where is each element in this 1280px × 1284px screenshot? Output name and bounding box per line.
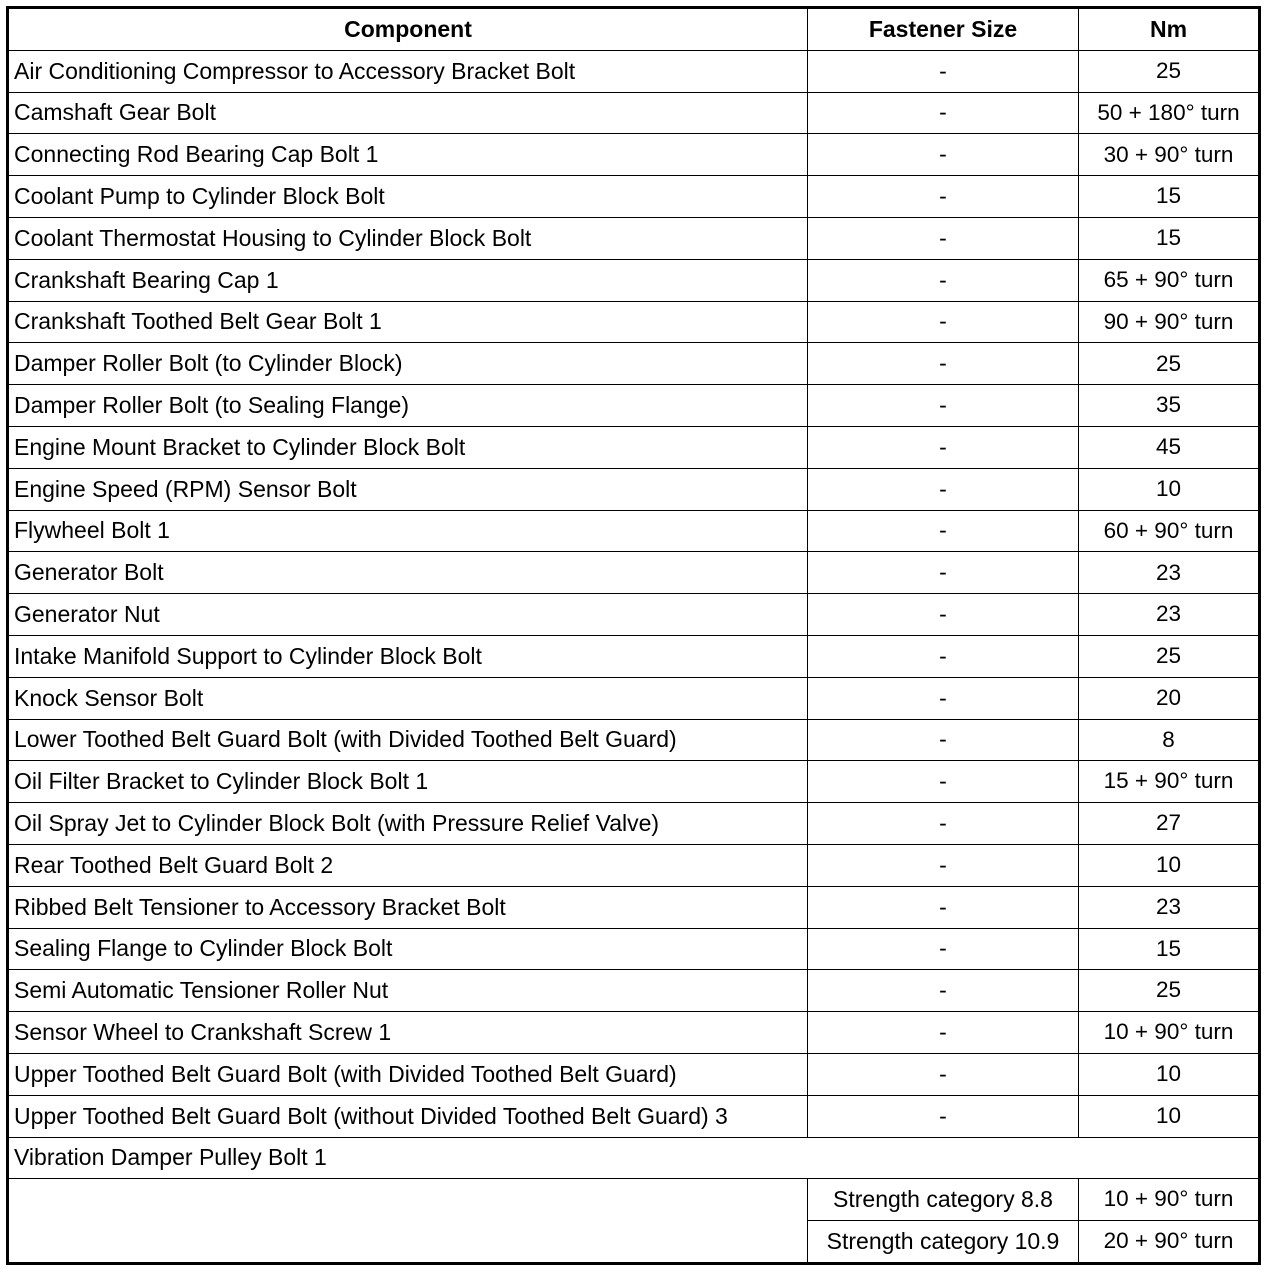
table-row — [8, 594, 1260, 636]
table-row — [8, 426, 1260, 468]
torque-value-cell: 23 — [1079, 594, 1260, 636]
torque-value-cell: 10 + 90° turn — [1079, 1012, 1260, 1054]
fastener-size-cell: - — [808, 301, 1079, 343]
header-row — [8, 8, 1260, 51]
torque-value-cell: 10 — [1079, 844, 1260, 886]
table-row — [8, 50, 1260, 92]
component-cell: Lower Toothed Belt Guard Bolt (with Divided Toothed Belt Guard) — [8, 719, 808, 761]
component-cell: Crankshaft Toothed Belt Gear Bolt 1 — [8, 301, 808, 343]
fastener-size-cell: - — [808, 259, 1079, 301]
component-cell: Ribbed Belt Tensioner to Accessory Bracket Bolt — [8, 886, 808, 928]
table-row — [8, 385, 1260, 427]
component-cell: Oil Filter Bracket to Cylinder Block Bolt 1 — [8, 761, 808, 803]
torque-value-cell: 20 + 90° turn — [1079, 1221, 1260, 1264]
component-cell: Coolant Pump to Cylinder Block Bolt — [8, 176, 808, 218]
nm-header: Nm — [1079, 8, 1260, 51]
table-row — [8, 761, 1260, 803]
fastener-size-cell: - — [808, 468, 1079, 510]
table-row — [8, 970, 1260, 1012]
torque-value-cell: 10 + 90° turn — [1079, 1179, 1260, 1221]
component-cell: Crankshaft Bearing Cap 1 — [8, 259, 808, 301]
torque-value-cell: 45 — [1079, 426, 1260, 468]
table-row — [8, 92, 1260, 134]
table-row — [8, 635, 1260, 677]
table-row — [8, 803, 1260, 845]
fastener-size-cell: - — [808, 761, 1079, 803]
fastener-size-cell: - — [808, 1053, 1079, 1095]
fastener-size-cell: - — [808, 385, 1079, 427]
component-cell: Upper Toothed Belt Guard Bolt (without Divided Toothed Belt Guard) 3 — [8, 1095, 808, 1137]
torque-value-cell: 65 + 90° turn — [1079, 259, 1260, 301]
torque-value-cell: 60 + 90° turn — [1079, 510, 1260, 552]
table-row — [8, 1012, 1260, 1054]
torque-value-cell: 35 — [1079, 385, 1260, 427]
table-row — [8, 886, 1260, 928]
table-row — [8, 217, 1260, 259]
component-cell: Flywheel Bolt 1 — [8, 510, 808, 552]
table-row — [8, 510, 1260, 552]
table-row — [8, 844, 1260, 886]
component-cell: Damper Roller Bolt (to Sealing Flange) — [8, 385, 808, 427]
component-cell: Intake Manifold Support to Cylinder Block Bolt — [8, 635, 808, 677]
component-cell: Semi Automatic Tensioner Roller Nut — [8, 970, 808, 1012]
table-row — [8, 1095, 1260, 1137]
table-row — [8, 552, 1260, 594]
strength-category-cell: Strength category 10.9 — [808, 1221, 1079, 1264]
torque-spec-table — [6, 6, 1261, 1265]
fastener-size-cell: - — [808, 635, 1079, 677]
torque-value-cell: 15 — [1079, 217, 1260, 259]
table-row — [8, 928, 1260, 970]
fastener-size-cell: - — [808, 1095, 1079, 1137]
fastener-size-cell: - — [808, 719, 1079, 761]
torque-value-cell: 50 + 180° turn — [1079, 92, 1260, 134]
torque-value-cell: 25 — [1079, 970, 1260, 1012]
table-row — [8, 343, 1260, 385]
torque-value-cell: 25 — [1079, 343, 1260, 385]
fastener-size-cell: - — [808, 92, 1079, 134]
torque-value-cell: 23 — [1079, 552, 1260, 594]
fastener-size-cell: - — [808, 50, 1079, 92]
component-header: Component — [8, 8, 808, 51]
component-cell: Sealing Flange to Cylinder Block Bolt — [8, 928, 808, 970]
component-cell: Engine Speed (RPM) Sensor Bolt — [8, 468, 808, 510]
table-row — [8, 719, 1260, 761]
torque-value-cell: 25 — [1079, 50, 1260, 92]
component-cell: Upper Toothed Belt Guard Bolt (with Divided Toothed Belt Guard) — [8, 1053, 808, 1095]
fastener-size-cell: - — [808, 343, 1079, 385]
torque-value-cell: 10 — [1079, 1095, 1260, 1137]
fastener-size-cell: - — [808, 552, 1079, 594]
torque-value-cell: 90 + 90° turn — [1079, 301, 1260, 343]
fastener-size-cell: - — [808, 176, 1079, 218]
fastener-size-cell: - — [808, 134, 1079, 176]
table-row — [8, 1053, 1260, 1095]
group-component-cell: Vibration Damper Pulley Bolt 1 — [8, 1137, 1260, 1179]
group-empty-cell — [8, 1179, 808, 1264]
component-cell: Rear Toothed Belt Guard Bolt 2 — [8, 844, 808, 886]
fastener-size-cell: - — [808, 1012, 1079, 1054]
fastener-size-header: Fastener Size — [808, 8, 1079, 51]
fastener-size-cell: - — [808, 886, 1079, 928]
fastener-size-cell: - — [808, 844, 1079, 886]
table-row — [8, 677, 1260, 719]
component-cell: Connecting Rod Bearing Cap Bolt 1 — [8, 134, 808, 176]
fastener-size-cell: - — [808, 594, 1079, 636]
torque-value-cell: 20 — [1079, 677, 1260, 719]
fastener-size-cell: - — [808, 677, 1079, 719]
table-row — [8, 259, 1260, 301]
group-subrow — [8, 1179, 1260, 1221]
component-cell: Sensor Wheel to Crankshaft Screw 1 — [8, 1012, 808, 1054]
table-row — [8, 468, 1260, 510]
component-cell: Oil Spray Jet to Cylinder Block Bolt (with Pressure Relief Valve) — [8, 803, 808, 845]
component-cell: Generator Bolt — [8, 552, 808, 594]
torque-value-cell: 15 — [1079, 176, 1260, 218]
torque-value-cell: 15 — [1079, 928, 1260, 970]
torque-value-cell: 23 — [1079, 886, 1260, 928]
torque-value-cell: 10 — [1079, 1053, 1260, 1095]
fastener-size-cell: - — [808, 217, 1079, 259]
component-cell: Engine Mount Bracket to Cylinder Block Bolt — [8, 426, 808, 468]
fastener-size-cell: - — [808, 970, 1079, 1012]
table-body — [8, 50, 1260, 1263]
torque-value-cell: 15 + 90° turn — [1079, 761, 1260, 803]
table-row — [8, 176, 1260, 218]
table-row — [8, 301, 1260, 343]
torque-value-cell: 30 + 90° turn — [1079, 134, 1260, 176]
component-cell: Coolant Thermostat Housing to Cylinder Block Bolt — [8, 217, 808, 259]
torque-value-cell: 8 — [1079, 719, 1260, 761]
strength-category-cell: Strength category 8.8 — [808, 1179, 1079, 1221]
component-cell: Knock Sensor Bolt — [8, 677, 808, 719]
fastener-size-cell: - — [808, 426, 1079, 468]
fastener-size-cell: - — [808, 928, 1079, 970]
table-row — [8, 134, 1260, 176]
fastener-size-cell: - — [808, 803, 1079, 845]
component-cell: Air Conditioning Compressor to Accessory Bracket Bolt — [8, 50, 808, 92]
component-cell: Damper Roller Bolt (to Cylinder Block) — [8, 343, 808, 385]
torque-value-cell: 25 — [1079, 635, 1260, 677]
torque-value-cell: 27 — [1079, 803, 1260, 845]
component-cell: Camshaft Gear Bolt — [8, 92, 808, 134]
torque-value-cell: 10 — [1079, 468, 1260, 510]
component-cell: Generator Nut — [8, 594, 808, 636]
group-row — [8, 1137, 1260, 1179]
fastener-size-cell: - — [808, 510, 1079, 552]
